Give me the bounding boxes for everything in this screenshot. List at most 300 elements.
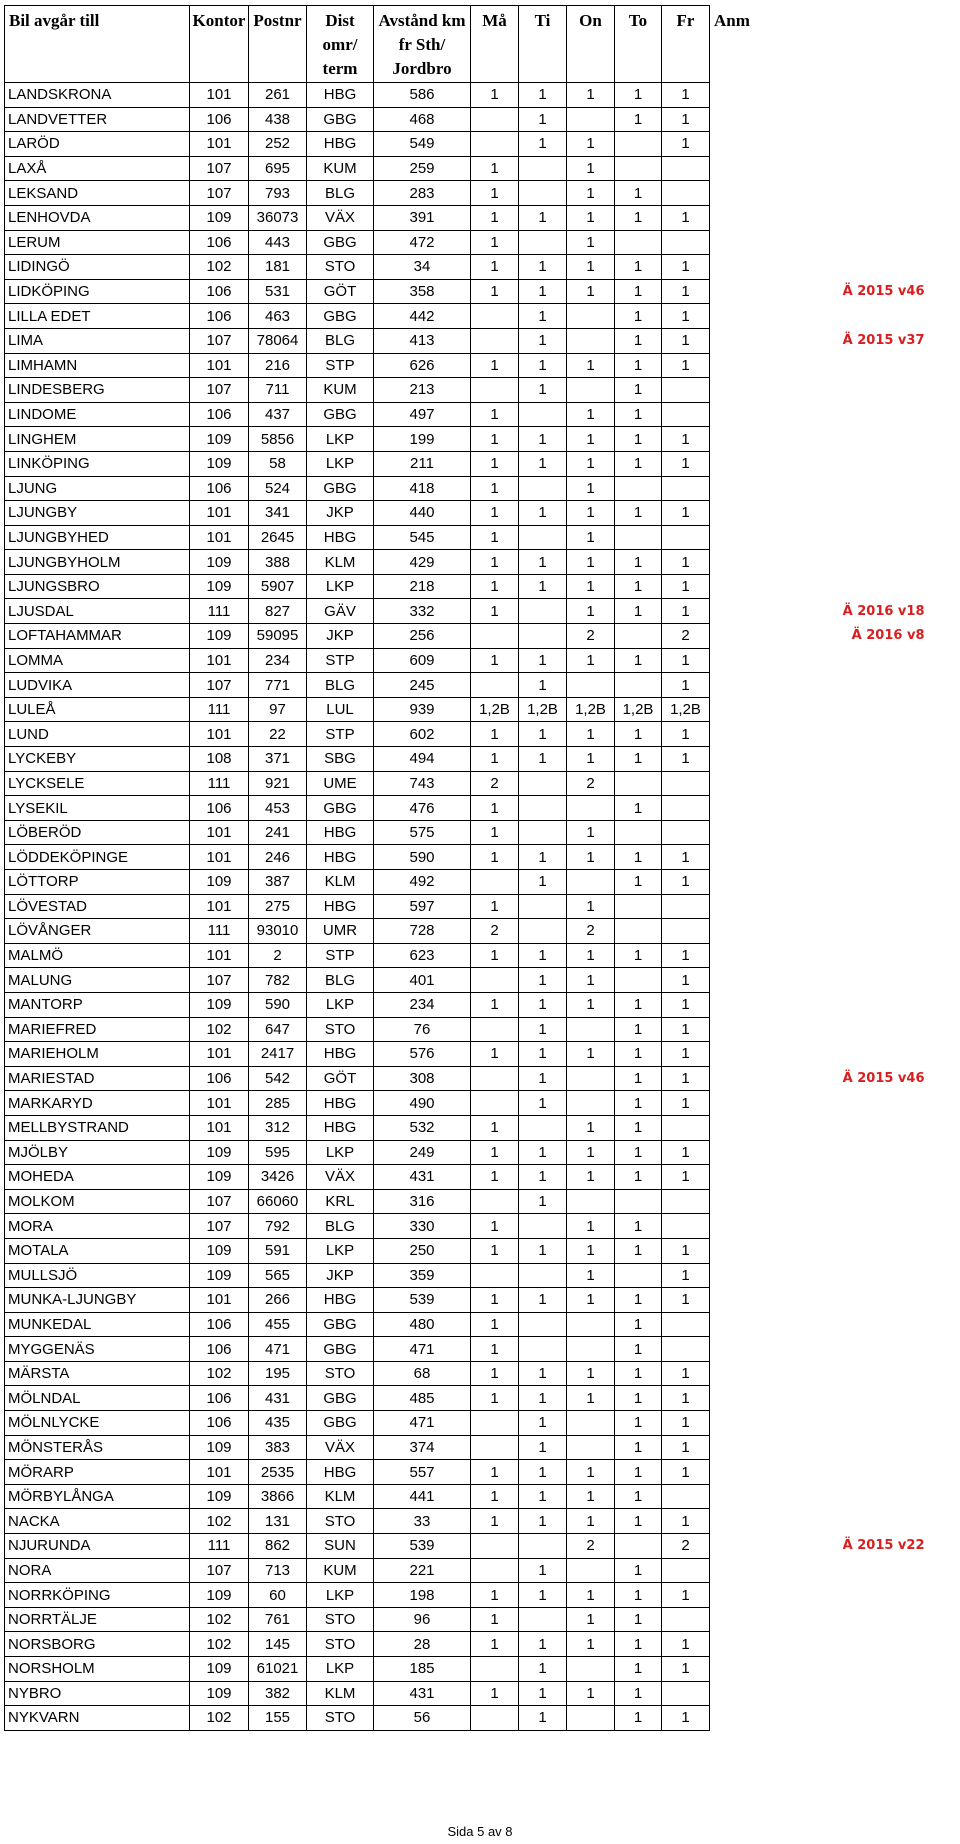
cell-district: HBG [307,525,374,550]
cell-office: 106 [190,1312,249,1337]
cell-tuesday: 1 [519,968,567,993]
cell-district: BLG [307,181,374,206]
cell-monday [471,328,519,353]
table-row [5,328,932,353]
cell-remark: Ä 2016 v8 [851,628,925,644]
cell-thursday: 1 [615,1238,662,1263]
cell-monday: 1 [471,1583,519,1608]
cell-remark [710,156,932,181]
cell-office: 101 [190,648,249,673]
cell-wednesday: 1 [567,1115,615,1140]
cell-postcode: 542 [249,1066,307,1091]
cell-friday: 1 [662,304,710,329]
cell-friday [662,1189,710,1214]
cell-distance: 609 [374,648,471,673]
cell-postcode: 647 [249,1017,307,1042]
cell-remark [710,648,932,673]
cell-wednesday: 1 [567,1509,615,1534]
cell-wednesday: 1 [567,1263,615,1288]
cell-monday: 1 [471,279,519,304]
cell-thursday [615,771,662,796]
cell-friday: 1 [662,1263,710,1288]
cell-thursday: 1 [615,378,662,403]
cell-wednesday: 1 [567,255,615,280]
cell-friday: 1 [662,279,710,304]
cell-wednesday: 1 [567,1288,615,1313]
cell-district: HBG [307,820,374,845]
col-header-wednesday: On [567,6,615,83]
table-row [5,1583,932,1608]
cell-postcode: 234 [249,648,307,673]
cell-monday: 1 [471,1460,519,1485]
table-row [5,943,932,968]
cell-destination: LULEÅ [5,697,190,722]
cell-district: VÄX [307,205,374,230]
cell-friday: 1 [662,599,710,624]
cell-distance: 358 [374,279,471,304]
cell-friday [662,181,710,206]
table-row [5,1042,932,1067]
cell-wednesday: 1 [567,1607,615,1632]
cell-destination: MALMÖ [5,943,190,968]
cell-wednesday: 1 [567,747,615,772]
table-row [5,820,932,845]
cell-monday [471,1534,519,1559]
cell-wednesday [567,673,615,698]
cell-friday [662,894,710,919]
cell-district: JKP [307,624,374,649]
cell-wednesday: 1 [567,83,615,108]
cell-postcode: 443 [249,230,307,255]
cell-remark [710,1435,932,1460]
cell-monday: 1 [471,1681,519,1706]
cell-wednesday [567,870,615,895]
cell-office: 109 [190,550,249,575]
cell-remark [710,1460,932,1485]
cell-remark [710,820,932,845]
cell-tuesday [519,1263,567,1288]
table-row [5,1657,932,1682]
cell-monday: 1 [471,1288,519,1313]
cell-office: 102 [190,1509,249,1534]
cell-monday: 1 [471,550,519,575]
cell-wednesday: 1 [567,1583,615,1608]
cell-thursday: 1 [615,648,662,673]
cell-friday: 1 [662,1042,710,1067]
cell-office: 101 [190,894,249,919]
cell-wednesday: 1 [567,845,615,870]
table-row [5,304,932,329]
col-header-remark: Anm [710,6,932,83]
cell-distance: 185 [374,1657,471,1682]
cell-wednesday: 1 [567,402,615,427]
cell-wednesday: 2 [567,919,615,944]
cell-tuesday: 1 [519,83,567,108]
cell-office: 101 [190,722,249,747]
cell-postcode: 131 [249,1509,307,1534]
cell-tuesday: 1 [519,943,567,968]
cell-office: 102 [190,1361,249,1386]
cell-destination: LÖTTORP [5,870,190,895]
cell-friday: 1 [662,427,710,452]
table-row [5,1337,932,1362]
cell-friday [662,1115,710,1140]
cell-office: 106 [190,107,249,132]
cell-tuesday [519,820,567,845]
cell-destination: MJÖLBY [5,1140,190,1165]
cell-friday [662,402,710,427]
cell-friday: 1 [662,255,710,280]
cell-wednesday: 1 [567,230,615,255]
cell-thursday: 1 [615,1435,662,1460]
cell-postcode: 438 [249,107,307,132]
cell-remark [710,1607,932,1632]
cell-destination: MYGGENÄS [5,1337,190,1362]
cell-district: KUM [307,378,374,403]
cell-district: GÖT [307,279,374,304]
cell-tuesday: 1 [519,845,567,870]
table-row [5,83,932,108]
cell-office: 106 [190,304,249,329]
cell-tuesday: 1 [519,1238,567,1263]
cell-destination: LOFTAHAMMAR [5,624,190,649]
cell-tuesday [519,1337,567,1362]
table-row [5,353,932,378]
cell-thursday: 1 [615,1312,662,1337]
col-header-district-line: omr/ [322,35,358,54]
cell-monday: 1 [471,894,519,919]
cell-wednesday: 1 [567,525,615,550]
cell-tuesday: 1 [519,1657,567,1682]
cell-office: 102 [190,255,249,280]
cell-distance: 316 [374,1189,471,1214]
cell-remark: Ä 2015 v46 [842,284,925,300]
cell-district: HBG [307,132,374,157]
cell-thursday: 1 [615,992,662,1017]
cell-postcode: 711 [249,378,307,403]
cell-destination: LINDOME [5,402,190,427]
cell-tuesday: 1 [519,378,567,403]
cell-distance: 539 [374,1534,471,1559]
cell-district: GBG [307,402,374,427]
cell-destination: NORRKÖPING [5,1583,190,1608]
cell-friday: 1 [662,648,710,673]
table-row [5,107,932,132]
table-row [5,673,932,698]
cell-thursday: 1 [615,402,662,427]
cell-district: LKP [307,574,374,599]
table-row [5,1214,932,1239]
cell-postcode: 5856 [249,427,307,452]
cell-thursday: 1 [615,1017,662,1042]
cell-monday: 1 [471,427,519,452]
cell-district: KUM [307,1558,374,1583]
cell-thursday: 1 [615,870,662,895]
cell-friday: 2 [662,624,710,649]
cell-thursday: 1 [615,255,662,280]
cell-tuesday: 1 [519,1681,567,1706]
cell-monday [471,673,519,698]
cell-office: 111 [190,599,249,624]
cell-destination: NORSHOLM [5,1657,190,1682]
cell-friday: 1 [662,1583,710,1608]
cell-remark [710,230,932,255]
cell-district: HBG [307,1042,374,1067]
col-header-office: Kontor [190,6,249,83]
cell-distance: 76 [374,1017,471,1042]
cell-wednesday [567,1657,615,1682]
cell-tuesday: 1 [519,1558,567,1583]
cell-friday [662,919,710,944]
cell-tuesday [519,525,567,550]
cell-postcode: 771 [249,673,307,698]
cell-district: STO [307,255,374,280]
cell-distance: 626 [374,353,471,378]
cell-remark [710,402,932,427]
cell-friday: 1 [662,1091,710,1116]
cell-postcode: 2417 [249,1042,307,1067]
cell-remark [710,451,932,476]
cell-district: LKP [307,1657,374,1682]
cell-office: 107 [190,328,249,353]
cell-monday [471,1558,519,1583]
cell-remark [710,1189,932,1214]
cell-thursday: 1 [615,1657,662,1682]
cell-destination: MELLBYSTRAND [5,1115,190,1140]
cell-remark [710,1017,932,1042]
cell-remark: Ä 2015 v22 [842,1538,925,1554]
col-header-postcode: Postnr [249,6,307,83]
cell-tuesday: 1 [519,1066,567,1091]
table-row [5,1558,932,1583]
cell-postcode: 453 [249,796,307,821]
cell-distance: 218 [374,574,471,599]
table-row [5,697,932,722]
cell-thursday: 1 [615,845,662,870]
cell-wednesday: 1 [567,820,615,845]
cell-monday: 1 [471,796,519,821]
cell-district: BLG [307,328,374,353]
cell-destination: MARIESTAD [5,1066,190,1091]
cell-destination: MOLKOM [5,1189,190,1214]
cell-office: 111 [190,697,249,722]
cell-office: 102 [190,1706,249,1731]
cell-postcode: 145 [249,1632,307,1657]
cell-friday: 1 [662,1435,710,1460]
cell-office: 106 [190,279,249,304]
cell-postcode: 793 [249,181,307,206]
cell-remark [710,205,932,230]
cell-district: STO [307,1361,374,1386]
cell-destination: LIMHAMN [5,353,190,378]
cell-monday: 1 [471,1337,519,1362]
cell-tuesday: 1 [519,1460,567,1485]
cell-distance: 213 [374,378,471,403]
cell-remark [710,1140,932,1165]
cell-remark [710,1115,932,1140]
table-row [5,722,932,747]
cell-office: 109 [190,1238,249,1263]
cell-office: 107 [190,1189,249,1214]
cell-postcode: 471 [249,1337,307,1362]
cell-remark [710,132,932,157]
cell-destination: LENHOVDA [5,205,190,230]
cell-friday: 1 [662,107,710,132]
cell-friday: 1 [662,747,710,772]
cell-district: GBG [307,304,374,329]
cell-postcode: 531 [249,279,307,304]
cell-remark [710,747,932,772]
col-header-district [307,6,374,83]
cell-tuesday: 1 [519,427,567,452]
cell-distance: 442 [374,304,471,329]
cell-wednesday: 1 [567,1386,615,1411]
cell-thursday: 1 [615,550,662,575]
table-row [5,1706,932,1731]
cell-destination: NYBRO [5,1681,190,1706]
cell-friday: 1 [662,845,710,870]
table-row [5,870,932,895]
cell-postcode: 565 [249,1263,307,1288]
cell-thursday: 1 [615,1140,662,1165]
cell-office: 111 [190,1534,249,1559]
cell-distance: 308 [374,1066,471,1091]
cell-district: SBG [307,747,374,772]
cell-wednesday: 1 [567,205,615,230]
cell-remark [710,181,932,206]
table-row [5,1411,932,1436]
cell-tuesday: 1 [519,132,567,157]
cell-thursday [615,132,662,157]
cell-thursday: 1 [615,1484,662,1509]
cell-friday: 1 [662,83,710,108]
table-row [5,255,932,280]
cell-monday: 1 [471,205,519,230]
cell-friday: 1 [662,673,710,698]
cell-friday: 1 [662,1632,710,1657]
cell-postcode: 22 [249,722,307,747]
cell-destination: LANDVETTER [5,107,190,132]
cell-postcode: 216 [249,353,307,378]
cell-postcode: 5907 [249,574,307,599]
cell-district: HBG [307,83,374,108]
cell-destination: LAXÅ [5,156,190,181]
cell-friday [662,771,710,796]
cell-destination: MOHEDA [5,1165,190,1190]
cell-monday: 1 [471,402,519,427]
cell-postcode: 246 [249,845,307,870]
cell-district: GBG [307,1337,374,1362]
cell-office: 102 [190,1017,249,1042]
cell-remark [710,353,932,378]
cell-thursday: 1 [615,427,662,452]
cell-destination: LJUSDAL [5,599,190,624]
cell-thursday [615,673,662,698]
cell-remark [710,1558,932,1583]
cell-tuesday: 1 [519,1091,567,1116]
cell-distance: 557 [374,1460,471,1485]
cell-postcode: 387 [249,870,307,895]
cell-monday: 1,2B [471,697,519,722]
cell-distance: 597 [374,894,471,919]
cell-district: KRL [307,1189,374,1214]
cell-office: 109 [190,1435,249,1460]
cell-destination: LINKÖPING [5,451,190,476]
cell-wednesday: 1 [567,451,615,476]
cell-distance: 586 [374,83,471,108]
cell-postcode: 285 [249,1091,307,1116]
cell-postcode: 59095 [249,624,307,649]
cell-destination: LUND [5,722,190,747]
cell-destination: LJUNGBY [5,501,190,526]
cell-friday [662,1607,710,1632]
cell-district: KUM [307,156,374,181]
cell-district: STP [307,722,374,747]
cell-monday: 1 [471,230,519,255]
cell-monday: 1 [471,1312,519,1337]
table-row [5,1017,932,1042]
cell-postcode: 921 [249,771,307,796]
cell-remark [710,476,932,501]
cell-tuesday: 1 [519,1189,567,1214]
cell-wednesday [567,1411,615,1436]
cell-postcode: 382 [249,1681,307,1706]
cell-monday [471,132,519,157]
cell-office: 111 [190,919,249,944]
cell-thursday: 1 [615,722,662,747]
cell-thursday: 1 [615,1411,662,1436]
cell-remark [710,304,932,329]
cell-office: 101 [190,83,249,108]
cell-destination: LYSEKIL [5,796,190,821]
cell-distance: 374 [374,1435,471,1460]
cell-friday: 1 [662,205,710,230]
cell-friday [662,476,710,501]
cell-office: 109 [190,624,249,649]
table-row [5,1361,932,1386]
cell-wednesday [567,328,615,353]
cell-distance: 34 [374,255,471,280]
cell-office: 101 [190,132,249,157]
table-row [5,1509,932,1534]
cell-thursday: 1 [615,107,662,132]
cell-destination: MARKARYD [5,1091,190,1116]
cell-friday: 1 [662,1066,710,1091]
cell-postcode: 524 [249,476,307,501]
cell-postcode: 3866 [249,1484,307,1509]
cell-destination: LIDKÖPING [5,279,190,304]
cell-tuesday [519,156,567,181]
cell-monday: 1 [471,992,519,1017]
cell-thursday: 1 [615,1165,662,1190]
table-row [5,1263,932,1288]
cell-postcode: 590 [249,992,307,1017]
cell-friday: 1 [662,451,710,476]
cell-postcode: 761 [249,1607,307,1632]
col-header-district-line: term [322,59,358,78]
cell-remark [710,501,932,526]
cell-district: LKP [307,992,374,1017]
cell-destination: LJUNGSBRO [5,574,190,599]
cell-destination: LOMMA [5,648,190,673]
cell-district: GÄV [307,599,374,624]
cell-wednesday: 1 [567,279,615,304]
cell-remark [710,1509,932,1534]
cell-office: 107 [190,181,249,206]
col-header-distance-line: Avstånd km [378,11,466,30]
cell-distance: 96 [374,1607,471,1632]
cell-tuesday [519,894,567,919]
